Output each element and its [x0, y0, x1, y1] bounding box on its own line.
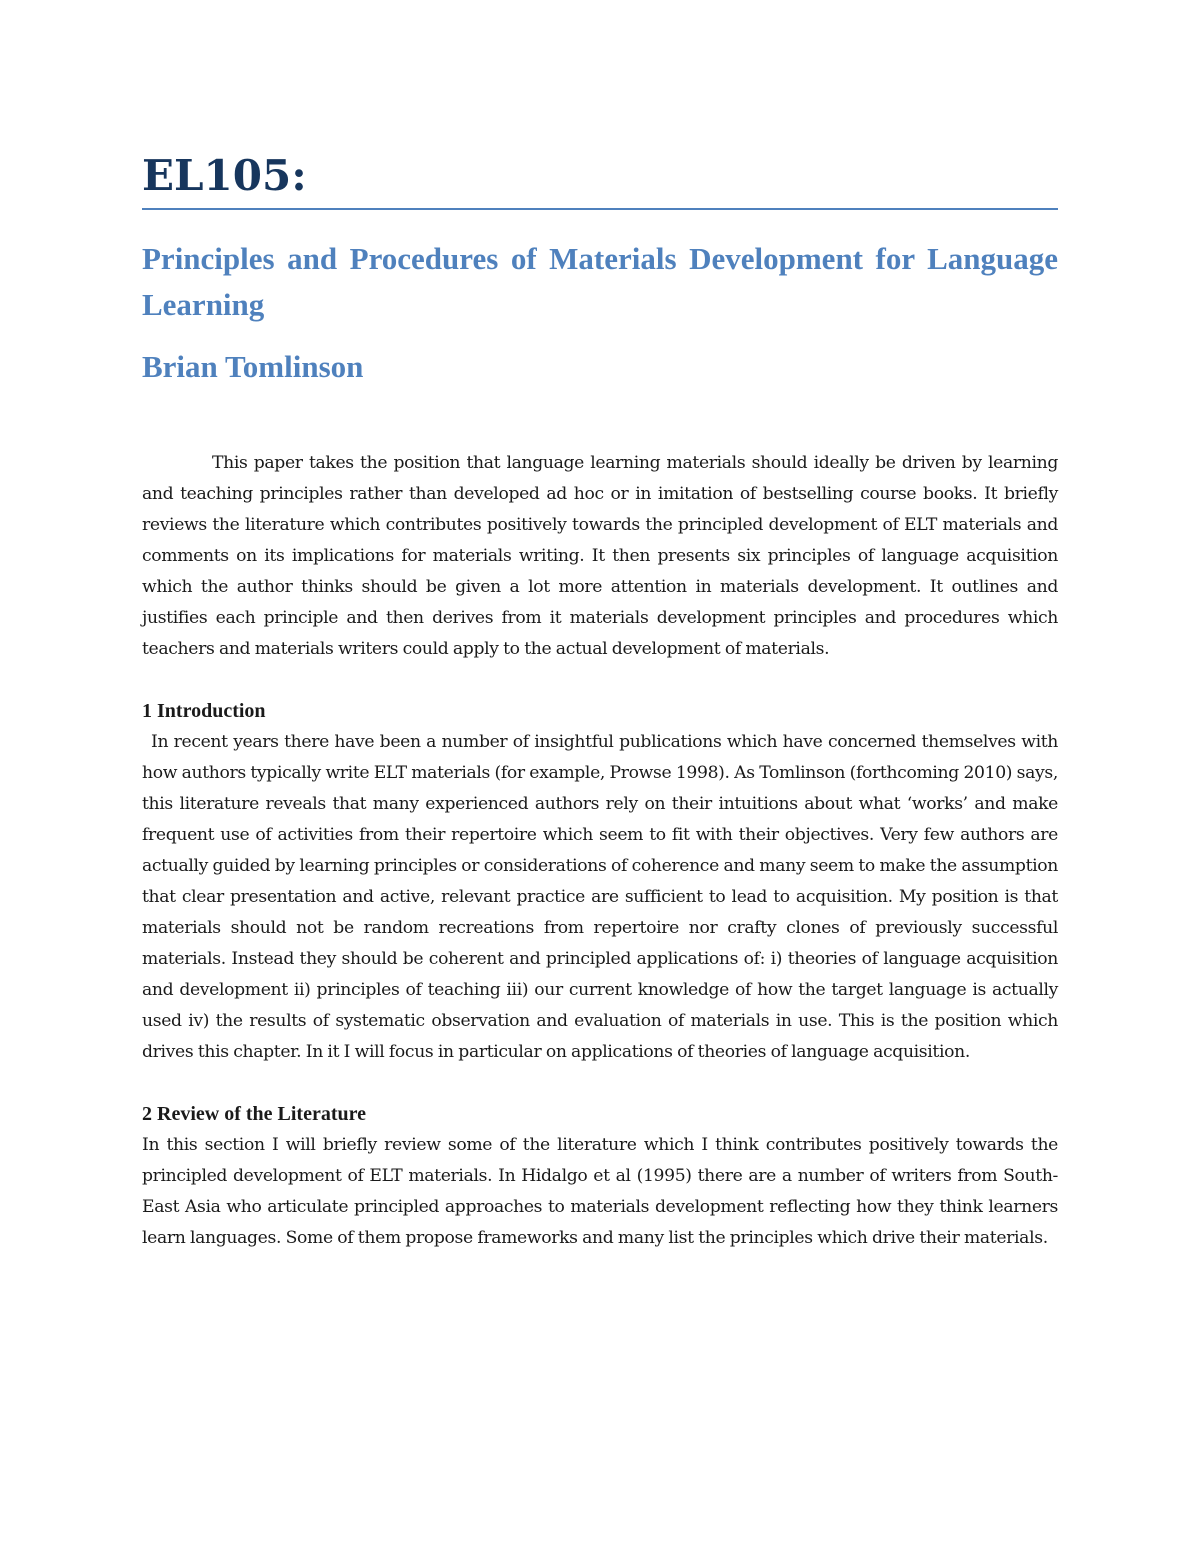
literature-review-paragraph: In this section I will briefly review some of the literature which I think contributes positively towards the principled development of ELT materials. In Hidalgo et al (1995) there are a number of writers from South-East Asia who articulate principled approaches to materials development reflecting how they think learners learn languages. Some of them propose frameworks and many list the principles which drive their materials.: [142, 1135, 1058, 1248]
section-heading-literature-review: 2 Review of the Literature: [142, 1103, 367, 1125]
paper-title: Principles and Procedures of Materials Development for Language Learning: [142, 241, 1058, 322]
course-code-title: EL105:: [142, 150, 1058, 210]
section-heading-introduction: 1 Introduction: [142, 700, 266, 722]
document-page: [142, 150, 1058, 1254]
author-name: Brian Tomlinson: [142, 349, 364, 384]
abstract-paragraph: This paper takes the position that language learning materials should ideally be driven by learning and teaching principles rather than developed ad hoc or in imitation of bestselling course books. It briefly reviews the literature which contributes positively towards the principled development of ELT materials and comments on its implications for materials writing. It then presents six principles of language acquisition which the author thinks should be given a lot more attention in materials development. It outlines and justifies each principle and then derives from it materials development principles and procedures which teachers and materials writers could apply to the actual development of materials.: [142, 453, 1058, 659]
introduction-paragraph: In recent years there have been a number of insightful publications which have concerned themselves with how authors typically write ELT materials (for example, Prowse 1998). As Tomlinson (forthcoming 2010) says, this literature reveals that many experienced authors rely on their intuitions about what ‘works’ and make frequent use of activities from their repertoire which seem to fit with their objectives. Very few authors are actually guided by learning principles or considerations of coherence and many seem to make the assumption that clear presentation and active, relevant practice are sufficient to lead to acquisition. My position is that materials should not be random recreations from repertoire nor crafty clones of previously successful materials. Instead they should be coherent and principled applications of: i) theories of language acquisition and development ii) principles of teaching iii) our current knowledge of how the target language is actually used iv) the results of systematic observation and evaluation of materials in use. This is the position which drives this chapter. In it I will focus in particular on applications of theories of language acquisition.: [142, 732, 1058, 1062]
